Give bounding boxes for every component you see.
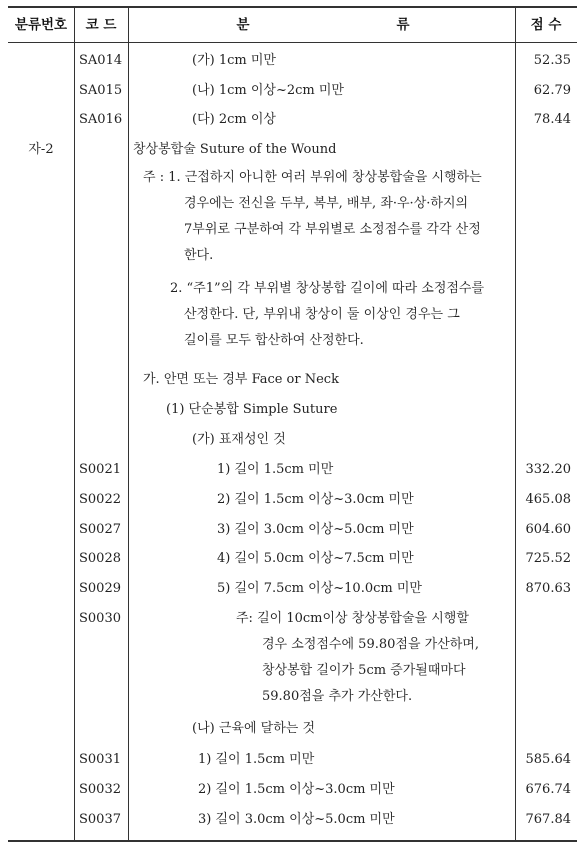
fee-schedule-page bbox=[8, 6, 577, 842]
note-2-line: 2. “주1”의 각 부위별 창상봉합 길이에 따라 소정점수를 bbox=[170, 281, 485, 296]
header-score: 점 수 bbox=[530, 17, 562, 33]
row-item: 2) 길이 1.5cm 이상~3.0cm 미만 bbox=[198, 782, 395, 797]
group-title: (가) 표재성인 것 bbox=[192, 432, 286, 447]
row-item: 2) 길이 1.5cm 이상~3.0cm 미만 bbox=[217, 492, 414, 507]
group-title: (나) 근육에 달하는 것 bbox=[192, 721, 316, 736]
row-score: 62.79 bbox=[533, 83, 571, 98]
row-score: 604.60 bbox=[525, 522, 571, 537]
note-1-line: 한다. bbox=[184, 248, 214, 263]
header-divider bbox=[8, 42, 577, 43]
column-divider bbox=[74, 8, 75, 840]
row-code: S0028 bbox=[79, 551, 121, 566]
row-score: 676.74 bbox=[525, 782, 571, 797]
row-code: S0032 bbox=[79, 782, 121, 797]
note-2-line: 길이를 모두 합산하여 산정한다. bbox=[184, 333, 364, 348]
row-code: SA015 bbox=[79, 83, 123, 98]
row-item: 1) 길이 1.5cm 미만 bbox=[198, 752, 315, 767]
row-item: (다) 2cm 이상 bbox=[192, 112, 276, 127]
header-code: 코 드 bbox=[85, 17, 117, 33]
note-1-line: 주 : 1. 근접하지 아니한 여러 부위에 창상봉합술을 시행하는 bbox=[143, 170, 482, 185]
row-code: SA016 bbox=[79, 112, 123, 127]
s0030-note-line: 경우 소정점수에 59.80점을 가산하며, bbox=[262, 637, 479, 652]
subsection-title: (1) 단순봉합 Simple Suture bbox=[166, 402, 338, 417]
s0030-note-line: 창상봉합 길이가 5cm 증가될때마다 bbox=[262, 663, 466, 678]
row-code: S0029 bbox=[79, 581, 121, 596]
note-1-line: 7부위로 구분하여 각 부위별로 소정점수를 각각 산정 bbox=[184, 222, 481, 237]
row-item: 3) 길이 3.0cm 이상~5.0cm 미만 bbox=[217, 522, 414, 537]
header-classification-right: 류 bbox=[396, 17, 410, 33]
s0030-note-line: 59.80점을 추가 가산한다. bbox=[262, 689, 413, 704]
row-score: 52.35 bbox=[533, 53, 571, 68]
column-divider bbox=[515, 8, 516, 840]
note-2-line: 산정한다. 단, 부위내 창상이 둘 이상인 경우는 그 bbox=[184, 307, 460, 322]
row-item: 4) 길이 5.0cm 이상~7.5cm 미만 bbox=[217, 551, 414, 566]
subsection-title: 가. 안면 또는 경부 Face or Neck bbox=[143, 372, 339, 387]
row-score: 78.44 bbox=[533, 112, 571, 127]
row-item: 5) 길이 7.5cm 이상~10.0cm 미만 bbox=[217, 581, 422, 596]
column-divider bbox=[128, 8, 129, 840]
header-classification-left: 분 bbox=[236, 17, 250, 33]
fee-table bbox=[8, 6, 577, 842]
row-score: 870.63 bbox=[525, 581, 571, 596]
row-score: 465.08 bbox=[525, 492, 571, 507]
s0030-note-line: 주: 길이 10cm이상 창상봉합술을 시행할 bbox=[236, 611, 469, 626]
section-title: 창상봉합술 Suture of the Wound bbox=[133, 142, 337, 157]
row-score: 725.52 bbox=[525, 551, 571, 566]
row-code: S0027 bbox=[79, 522, 121, 537]
note-1-line: 경우에는 전신을 두부, 복부, 배부, 좌·우·상·하지의 bbox=[184, 196, 469, 211]
row-code: S0022 bbox=[79, 492, 121, 507]
row-item: (가) 1cm 미만 bbox=[192, 53, 276, 68]
row-item: (나) 1cm 이상~2cm 미만 bbox=[192, 83, 344, 98]
row-code: S0030 bbox=[79, 611, 121, 626]
row-code: S0037 bbox=[79, 812, 121, 827]
category-number: 자-2 bbox=[28, 142, 54, 157]
row-score: 332.20 bbox=[525, 462, 571, 477]
row-score: 585.64 bbox=[525, 752, 571, 767]
row-code: S0021 bbox=[79, 462, 121, 477]
row-code: SA014 bbox=[79, 53, 123, 68]
row-item: 1) 길이 1.5cm 미만 bbox=[217, 462, 334, 477]
row-score: 767.84 bbox=[525, 812, 571, 827]
row-item: 3) 길이 3.0cm 이상~5.0cm 미만 bbox=[198, 812, 395, 827]
header-category-number: 분류번호 bbox=[14, 17, 68, 33]
row-code: S0031 bbox=[79, 752, 121, 767]
